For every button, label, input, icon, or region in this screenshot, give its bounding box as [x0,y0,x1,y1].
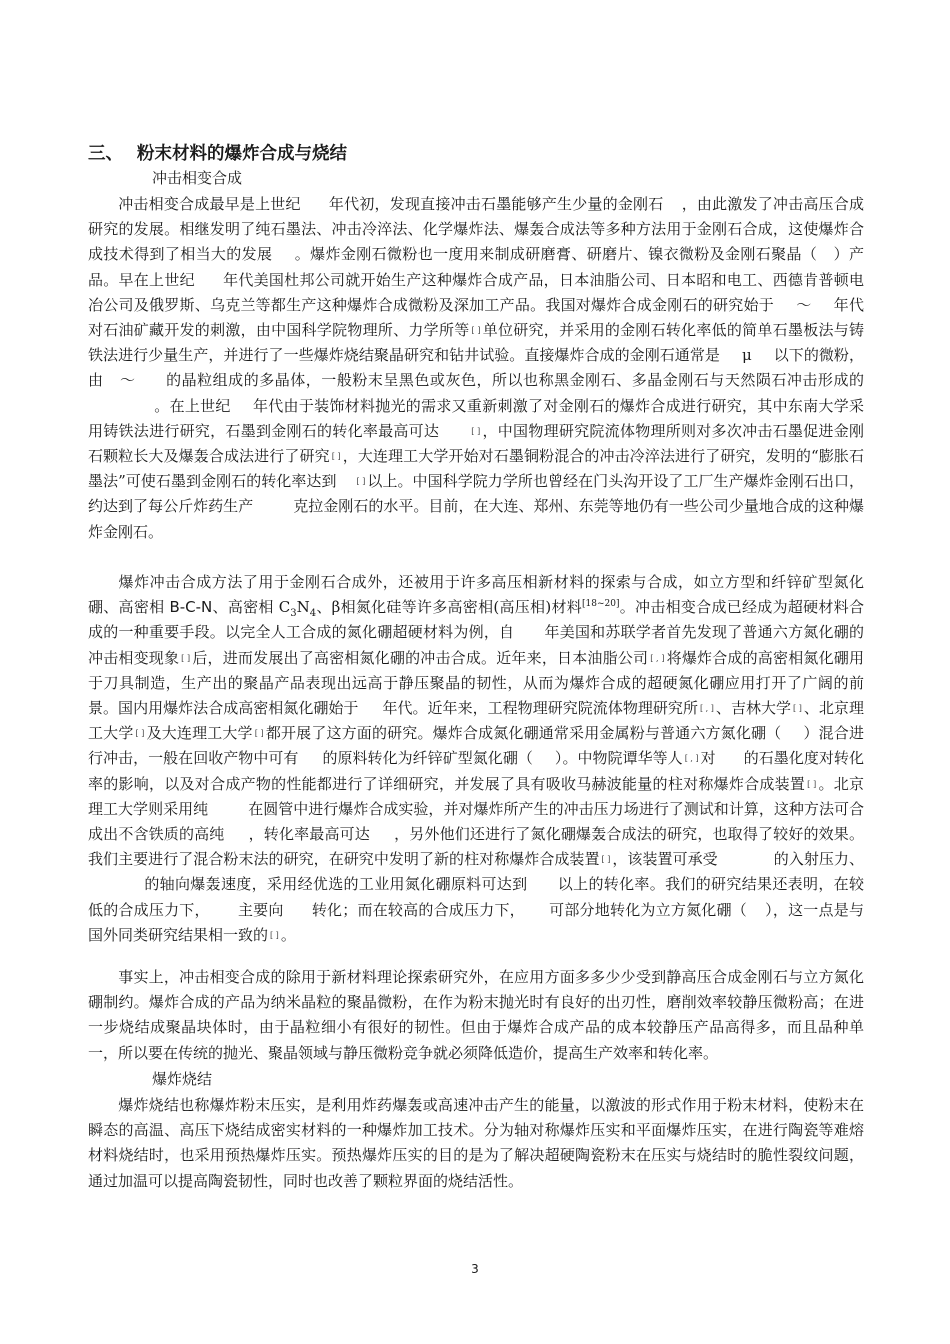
citation-bracket: [ ] [331,452,341,462]
citation-bracket: [ ] [807,779,817,789]
citation-bracket: [ ] [356,477,366,487]
citation-bracket: [ , ] [650,653,665,663]
citation-bracket: [ ] [135,729,145,739]
citation-bracket: [ , ] [684,754,699,764]
citation-bracket: [ ] [601,855,611,865]
citation-bracket: [ ] [270,930,279,940]
citation-18-20: [18~20] [582,599,620,610]
citation-bracket: [ ] [471,326,481,336]
section-number: 三、 [88,144,123,164]
paragraph-high-pressure-phases: 爆炸冲击合成方法了用于金刚石合成外，还被用于许多高压相新材料的探索与合成，如立方型和纤锌矿型氮化硼、高密相 B-C-N、高密相 $C_3N_4$、β相氮化硅等许多高密相(高压相)材料[18~20]。冲击相变合成已经成为超硬材料合成的一种重要手段。以完全人工合成的氮化硼超硬材料为例，自 年美国和苏联学者首先发现了普通六方氮化硼的冲击相变现象 [ ] 后，进而发展出了高密相氮化硼的冲击合成。近年来，日本油脂公司 [ , ] 将爆炸合成的高密相氮化硼用于刀具制造，生产出的聚晶产品表现出远高于静压聚晶的韧性，从而为爆炸合成的超硬氮化硼应用打开了广阔的前景。国内用爆炸法合成高密相氮化硼始于 年代。近年来，工程物理研究院流体物理研究所 [ , ] 、吉林大学 [ ] 、北京理工大学 [ ] 及大连理工大学 [ ] 都开展了这方面的研究。爆炸合成氮化硼通常采用金属粉与普通六方氮化硼（ ）混合进行冲击，一般在回收产物中可有 的原料转化为纤锌矿型氮化硼（ ）。中物院谭华等人 [ , ] 对 的石墨化度对转化率的影响，以及对合成产物的性能都进行了详细研究，并发展了具有吸收马赫波能量的柱对称爆炸合成装置 [ ] 。北京理工大学则采用纯 在圆管中进行爆炸合成实验，并对爆炸所产生的冲击压力场进行了测试和计算，这种方法可合成出不含铁质的高纯 ，转化率最高可达 ，另外他们还进行了氮化硼爆轰合成法的研究，也取得了较好的效果。我们主要进行了混合粉末法的研究，在研究中发明了新的柱对称爆炸合成装置 [ ] ，该装置可承受 的入射压力、的轴向爆轰速度，采用经优选的工业用氮化硼原料可达到 以上的转化率。我们的研究结果还表明，在较低的合成压力下， 主要向 转化；而在较高的合成压力下， 可部分地转化为立方氮化硼（ ），这一点是与国外同类研究结果相一致的 [ ] 。 [88,573,864,944]
citation-bracket: [ ] [254,729,264,739]
subsection-title-shock-synthesis: 冲击相变合成 [152,169,243,187]
paragraph-application-limits: 事实上，冲击相变合成的除用于新材料理论探索研究外，在应用方面多多少少受到静高压合成金刚石与立方氮化硼制约。爆炸合成的产品为纳米晶粒的聚晶微粉，在作为粉末抛光时有良好的出刃性，磨削效率较静压微粉高；在进一步烧结成聚晶块体时，由于晶粒细小有很好的韧性。但由于爆炸合成产品的成本较静压产品高得多，而且品种单一，所以要在传统的抛光、聚晶领域与静压微粉竞争就必须降低造价，提高生产效率和转化率。 [88,968,864,1062]
section-title: 粉末材料的爆炸合成与烧结 [137,144,347,164]
citation-bracket: [ , ] [699,704,714,714]
subsection-title-explosive-sintering: 爆炸烧结 [152,1070,213,1088]
paragraph-diamond-synthesis: 冲击相变合成最早是上世纪 年代初，发现直接冲击石墨能够产生少量的金刚石 ，由此激发了冲击高压合成研究的发展。相继发明了纯石墨法、冲击冷淬法、化学爆炸法、爆轰合成法等多种方法用于金刚石合成，这使爆炸合成技术得到了相当大的发展 。爆炸金刚石微粉也一度用来制成研磨膏、研磨片、镍衣微粉及金刚石聚晶（ ）产品。早在上世纪 年代美国杜邦公司就开始生产这种爆炸合成产品，日本油脂公司、日本昭和电工、西德肯普顿电冶公司及俄罗斯、乌克兰等都生产这种爆炸合成微粉及深加工产品。我国对爆炸合成金刚石的研究始于 ～ 年代对石油矿藏开发的刺激，由中国科学院物理所、力学所等 [ ] 单位研究，并采用的金刚石转化率低的简单石墨板法与铸铁法进行少量生产，并进行了一些爆炸烧结聚晶研究和钻井试验。直接爆炸合成的金刚石通常是 μ 以下的微粉，由 ～ 的晶粒组成的多晶体，一般粉末呈黑色或灰色，所以也称黑金刚石、多晶金刚石与天然陨石冲击形成的。在上世纪 年代由于装饰材料抛光的需求又重新刺激了对金刚石的爆炸合成进行研究，其中东南大学采用铸铁法进行研究，石墨到金刚石的转化率最高可达 [ ] ，中国物理研究院流体物理所则对多次冲击石墨促进金刚石颗粒长大及爆轰合成法进行了研究 [ ] ，大连理工大学开始对石墨铜粉混合的冲击冷淬法进行了研究，发明的“膨胀石墨法”可使石墨到金刚石的转化率达到 [ ] 以上。中国科学院力学所也曾经在门头沟开设了工厂生产爆炸金刚石出口，约达到了每公斤炸药生产 克拉金刚石的水平。目前，在大连、郑州、东莞等地仍有一些公司少量地合成的这种爆炸金刚石。 [88,195,864,541]
citation-bracket: [ ] [181,653,191,663]
section-heading [88,140,347,165]
page-number: 3 [471,1262,479,1276]
paragraph-explosive-sintering: 爆炸烧结也称爆炸粉末压实，是利用炸药爆轰或高速冲击产生的能量，以激波的形式作用于粉末材料，使粉末在瞬态的高温、高压下烧结成密实材料的一种爆炸加工技术。分为轴对称爆炸压实和平面爆炸压实，在进行陶瓷等难熔材料烧结时，也采用预热爆炸压实。预热爆炸压实的目的是为了解决超硬陶瓷粉末在压实与烧结时的脆性裂纹问题，通过加温可以提高陶瓷韧性，同时也改善了颗粒界面的烧结活性。 [88,1096,864,1190]
citation-bracket: [ ] [471,426,481,436]
citation-bracket: [ ] [793,704,802,714]
